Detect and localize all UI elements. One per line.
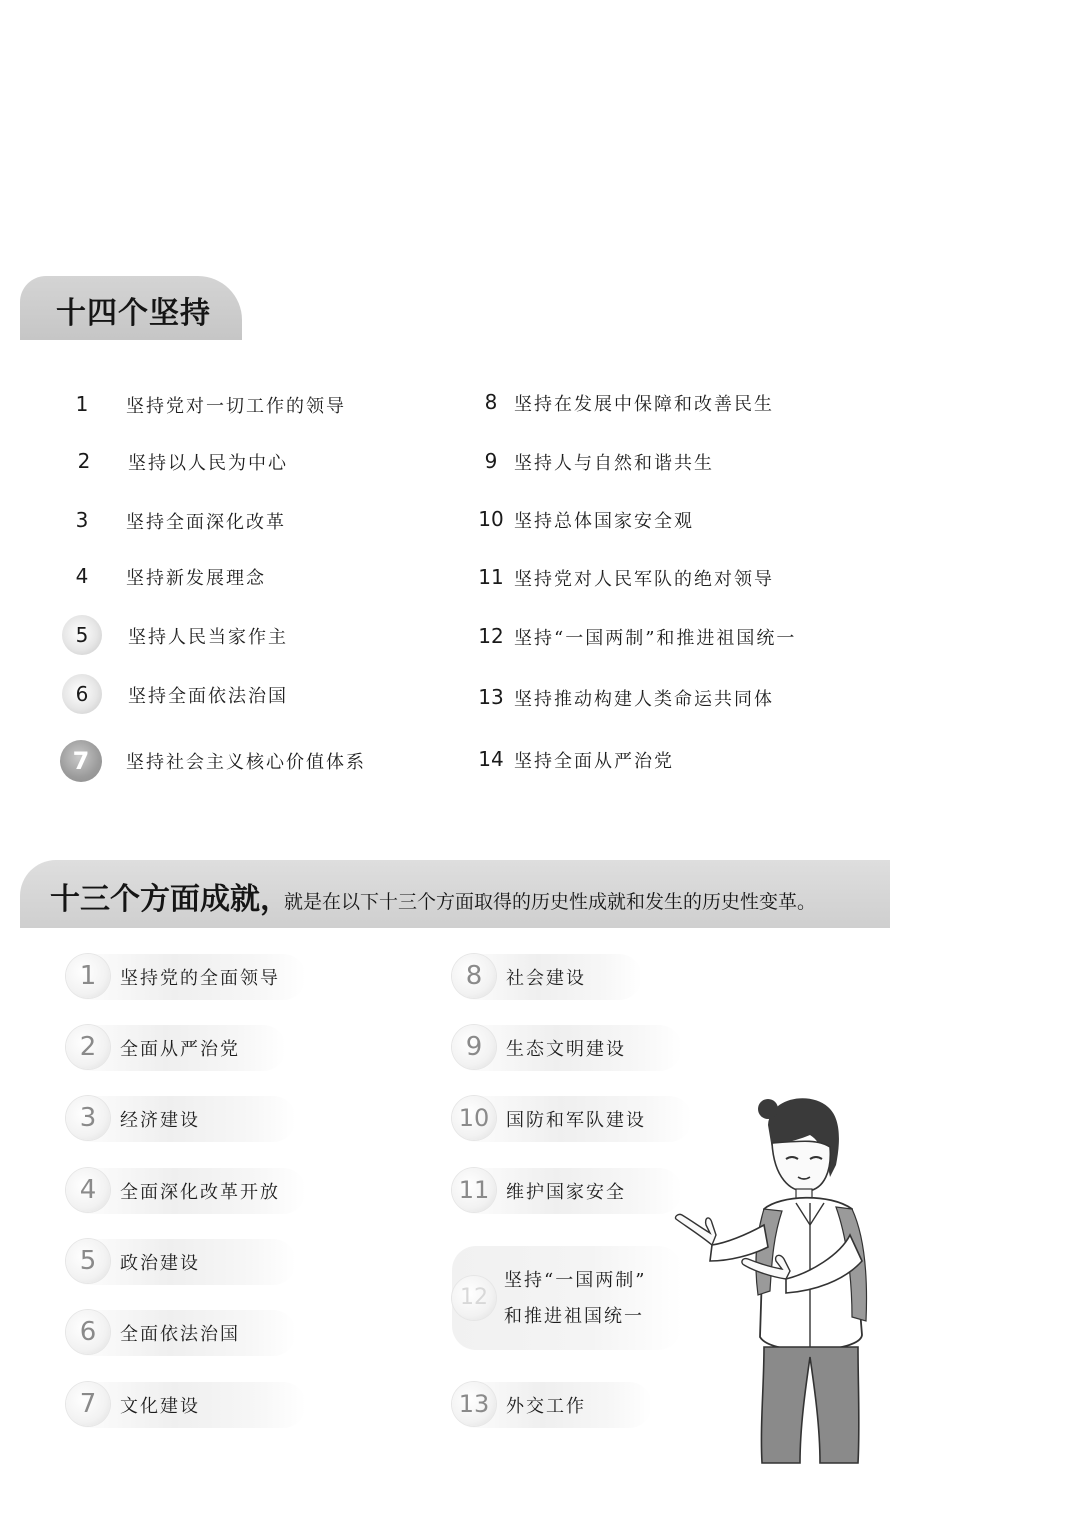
list-item (66, 1096, 296, 1142)
item-number-badge: 11 (452, 1168, 496, 1212)
item-text: 经济建设 (120, 1110, 200, 1131)
item-text: 社会建设 (506, 968, 586, 989)
list-item (66, 1310, 296, 1356)
section2-header (20, 860, 890, 928)
item-number-badge: 7 (66, 1382, 110, 1426)
section1-title: 十四个坚持 (56, 296, 211, 331)
item-text: 坚持全面从严治党 (514, 751, 674, 772)
item-number: 3 (75, 508, 89, 532)
item-number: 14 (478, 747, 504, 771)
list-item (452, 1246, 682, 1350)
item-text-line2: 和推进祖国统一 (504, 1306, 644, 1327)
item-number: 9 (484, 449, 498, 473)
item-number-badge: 2 (66, 1025, 110, 1069)
item-text: 坚持以人民为中心 (128, 453, 288, 474)
item-number-badge: 7 (60, 740, 102, 782)
item-text-line1: 坚持“一国两制” (504, 1270, 647, 1291)
item-text: 全面依法治国 (120, 1324, 240, 1345)
item-text: 坚持党对一切工作的领导 (126, 396, 346, 417)
student-illustration (660, 1085, 920, 1465)
item-number: 1 (75, 392, 89, 416)
item-number-badge: 10 (452, 1096, 496, 1140)
list-item (66, 1168, 306, 1214)
item-number-badge: 6 (66, 1310, 110, 1354)
item-number-badge: 9 (452, 1025, 496, 1069)
section1-header (20, 276, 242, 340)
item-number: 12 (478, 624, 504, 648)
list-item (452, 1025, 682, 1071)
section2-title: 十三个方面成就， (50, 882, 290, 917)
item-text: 坚持“一国两制”和推进祖国统一 (514, 628, 797, 649)
list-item (66, 954, 306, 1000)
item-number-badge: 6 (62, 674, 102, 714)
list-item (452, 1382, 652, 1428)
item-number-badge: 5 (66, 1239, 110, 1283)
item-number-badge: 1 (66, 954, 110, 998)
item-text: 坚持党的全面领导 (120, 968, 280, 989)
item-number-badge: 3 (66, 1096, 110, 1140)
list-item (66, 1382, 306, 1428)
item-text: 全面从严治党 (120, 1039, 240, 1060)
section2-subtitle: 就是在以下十三个方面取得的历史性成就和发生的历史性变革。 (284, 891, 817, 913)
item-text: 全面深化改革开放 (120, 1182, 280, 1203)
list-item (66, 1025, 286, 1071)
item-number: 10 (478, 507, 504, 531)
list-item (452, 1168, 682, 1214)
item-text: 政治建设 (120, 1253, 200, 1274)
item-text: 坚持在发展中保障和改善民生 (514, 394, 774, 415)
item-number-badge: 5 (62, 615, 102, 655)
item-text: 文化建设 (120, 1396, 200, 1417)
item-text: 生态文明建设 (506, 1039, 626, 1060)
item-number: 8 (484, 390, 498, 414)
item-number-badge: 13 (452, 1382, 496, 1426)
item-text: 坚持社会主义核心价值体系 (126, 752, 366, 773)
item-text: 外交工作 (506, 1396, 586, 1417)
item-text: 坚持新发展理念 (126, 568, 266, 589)
item-text: 坚持党对人民军队的绝对领导 (514, 569, 774, 590)
item-text: 坚持全面依法治国 (128, 686, 288, 707)
item-text: 坚持人与自然和谐共生 (514, 453, 714, 474)
item-text: 坚持推动构建人类命运共同体 (514, 689, 774, 710)
list-item (452, 954, 642, 1000)
item-number: 2 (77, 449, 91, 473)
list-item (66, 1239, 296, 1285)
item-text: 维护国家安全 (506, 1182, 626, 1203)
list-item (452, 1096, 692, 1142)
item-text: 国防和军队建设 (506, 1110, 646, 1131)
item-text: 坚持全面深化改革 (126, 512, 286, 533)
item-text: 坚持总体国家安全观 (514, 511, 694, 532)
item-number-badge: 12 (452, 1276, 496, 1320)
item-number-badge: 8 (452, 954, 496, 998)
item-number: 4 (75, 564, 89, 588)
item-text: 坚持人民当家作主 (128, 627, 288, 648)
item-number-badge: 4 (66, 1168, 110, 1212)
item-number: 11 (478, 565, 504, 589)
item-number: 13 (478, 685, 504, 709)
